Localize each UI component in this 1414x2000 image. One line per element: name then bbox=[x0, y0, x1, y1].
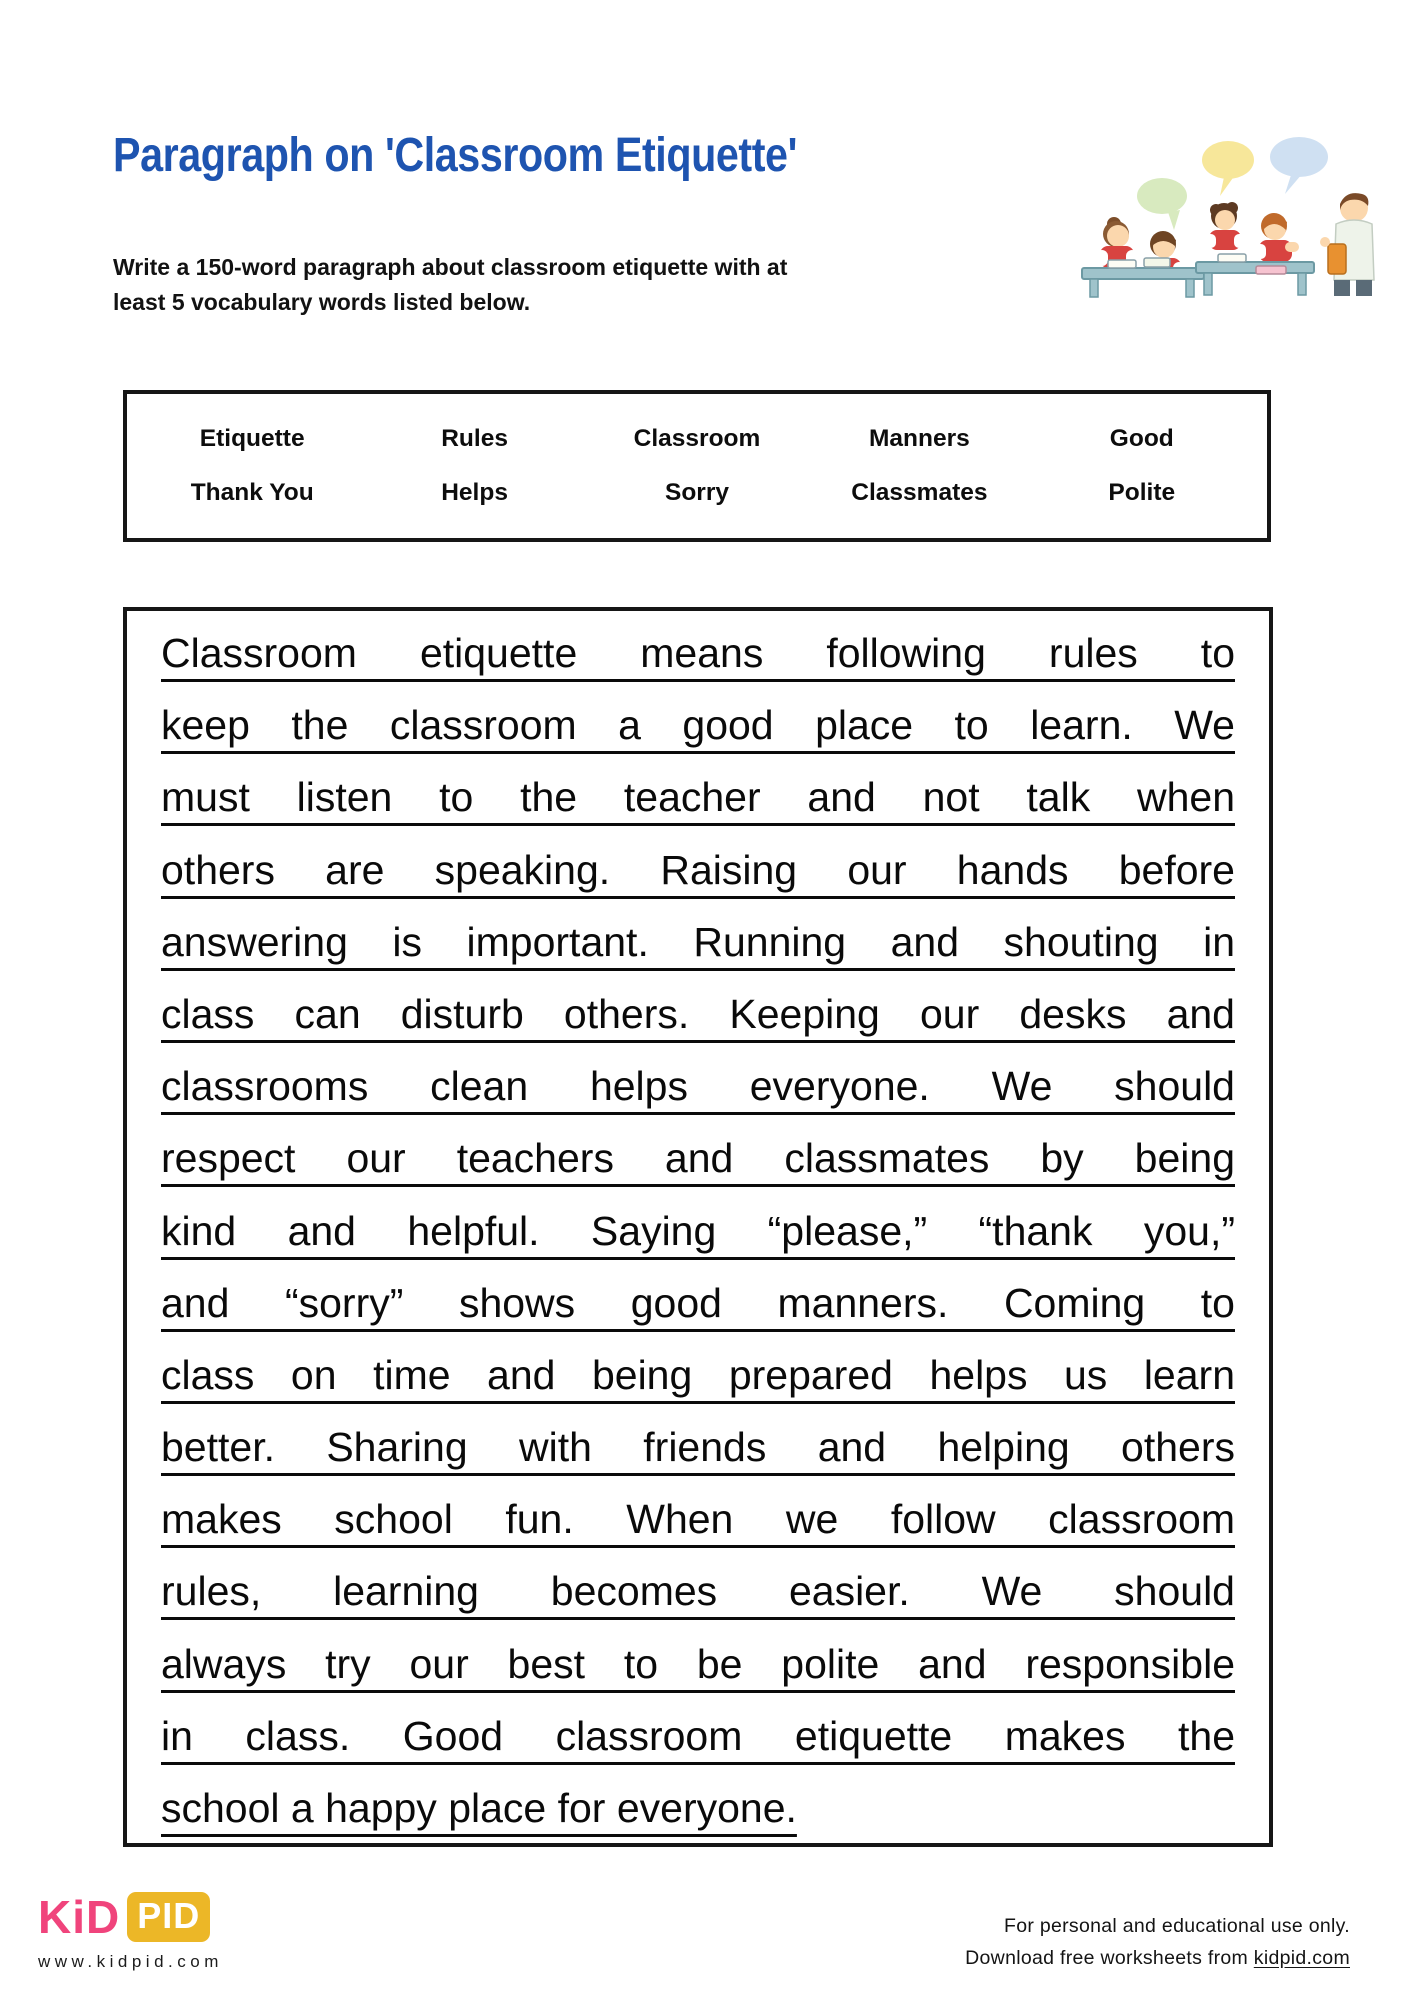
paragraph-line: school a happy place for everyone. bbox=[161, 1785, 797, 1831]
vocabulary-word: Manners bbox=[869, 425, 970, 452]
usage-note-line: For personal and educational use only. bbox=[1003, 1915, 1350, 1937]
paragraph-line: always try our best to be polite and responsible bbox=[161, 1640, 1235, 1687]
classroom-illustration bbox=[1078, 112, 1408, 298]
paragraph-line: others are speaking. Raising our hands before bbox=[161, 846, 1235, 893]
vocabulary-word: Etiquette bbox=[199, 425, 305, 452]
paragraph-line: class can disturb others. Keeping our desks and bbox=[161, 990, 1235, 1037]
vocabulary-word: Polite bbox=[1108, 479, 1176, 506]
vocabulary-word: Helps bbox=[441, 479, 508, 506]
paragraph-line: keep the classroom a good place to learn. We bbox=[161, 702, 1235, 749]
vocabulary-word: Classroom bbox=[633, 425, 761, 452]
download-note-line bbox=[965, 1942, 1350, 1974]
instructions-text bbox=[113, 250, 787, 320]
kidpid-logo bbox=[38, 1890, 223, 1972]
paragraph-line: must listen to the teacher and not talk when bbox=[161, 774, 1235, 821]
student-girl-2 bbox=[1205, 202, 1245, 250]
usage-note bbox=[965, 1910, 1350, 1974]
paragraph-answer-box bbox=[123, 607, 1273, 1847]
vocabulary-word: Sorry bbox=[664, 479, 729, 506]
paragraph-line: kind and helpful. Saying “please,” “thank you,” bbox=[161, 1207, 1235, 1254]
instruction-line: least 5 vocabulary words listed below. bbox=[113, 289, 531, 315]
instruction-line: Write a 150-word paragraph about classroom etiquette with at bbox=[113, 254, 788, 280]
paragraph-line: Classroom etiquette means following rules to bbox=[161, 630, 1235, 676]
vocabulary-word: Thank You bbox=[190, 479, 314, 506]
vocabulary-word: Rules bbox=[441, 425, 508, 452]
speech-bubble-green-icon bbox=[1137, 178, 1187, 230]
logo-kid-text: KiD bbox=[38, 1891, 121, 1943]
desk-right bbox=[1196, 254, 1314, 295]
teacher bbox=[1320, 193, 1374, 296]
logo-pid-badge: PID bbox=[127, 1892, 210, 1942]
paragraph-line: classrooms clean helps everyone. We should bbox=[161, 1063, 1235, 1110]
speech-bubble-yellow-icon bbox=[1202, 141, 1254, 196]
paragraph-line: in class. Good classroom etiquette makes the bbox=[161, 1712, 1235, 1759]
paragraph-line: rules, learning becomes easier. We should bbox=[161, 1568, 1235, 1615]
logo-website-text: www.kidpid.com bbox=[38, 1952, 223, 1971]
vocabulary-word-bank bbox=[123, 390, 1271, 542]
page-title: Paragraph on 'Classroom Etiquette' bbox=[113, 129, 797, 182]
vocabulary-word: Good bbox=[1109, 425, 1174, 452]
kidpid-link[interactable]: kidpid.com bbox=[1253, 1947, 1350, 1969]
paragraph-line: answering is important. Running and shouting in bbox=[161, 918, 1235, 965]
paragraph-line: and “sorry” shows good manners. Coming to bbox=[161, 1279, 1235, 1326]
paragraph-line: makes school fun. When we follow classroom bbox=[161, 1496, 1235, 1543]
download-note-prefix: Download free worksheets from bbox=[965, 1947, 1254, 1969]
student-girl-3 bbox=[1255, 213, 1299, 262]
paragraph-line: class on time and being prepared helps us learn bbox=[161, 1351, 1235, 1398]
vocabulary-word: Classmates bbox=[851, 479, 988, 506]
speech-bubble-blue-icon bbox=[1270, 137, 1328, 194]
paragraph-line: better. Sharing with friends and helping others bbox=[161, 1424, 1235, 1471]
paragraph-line: respect our teachers and classmates by being bbox=[161, 1135, 1235, 1182]
